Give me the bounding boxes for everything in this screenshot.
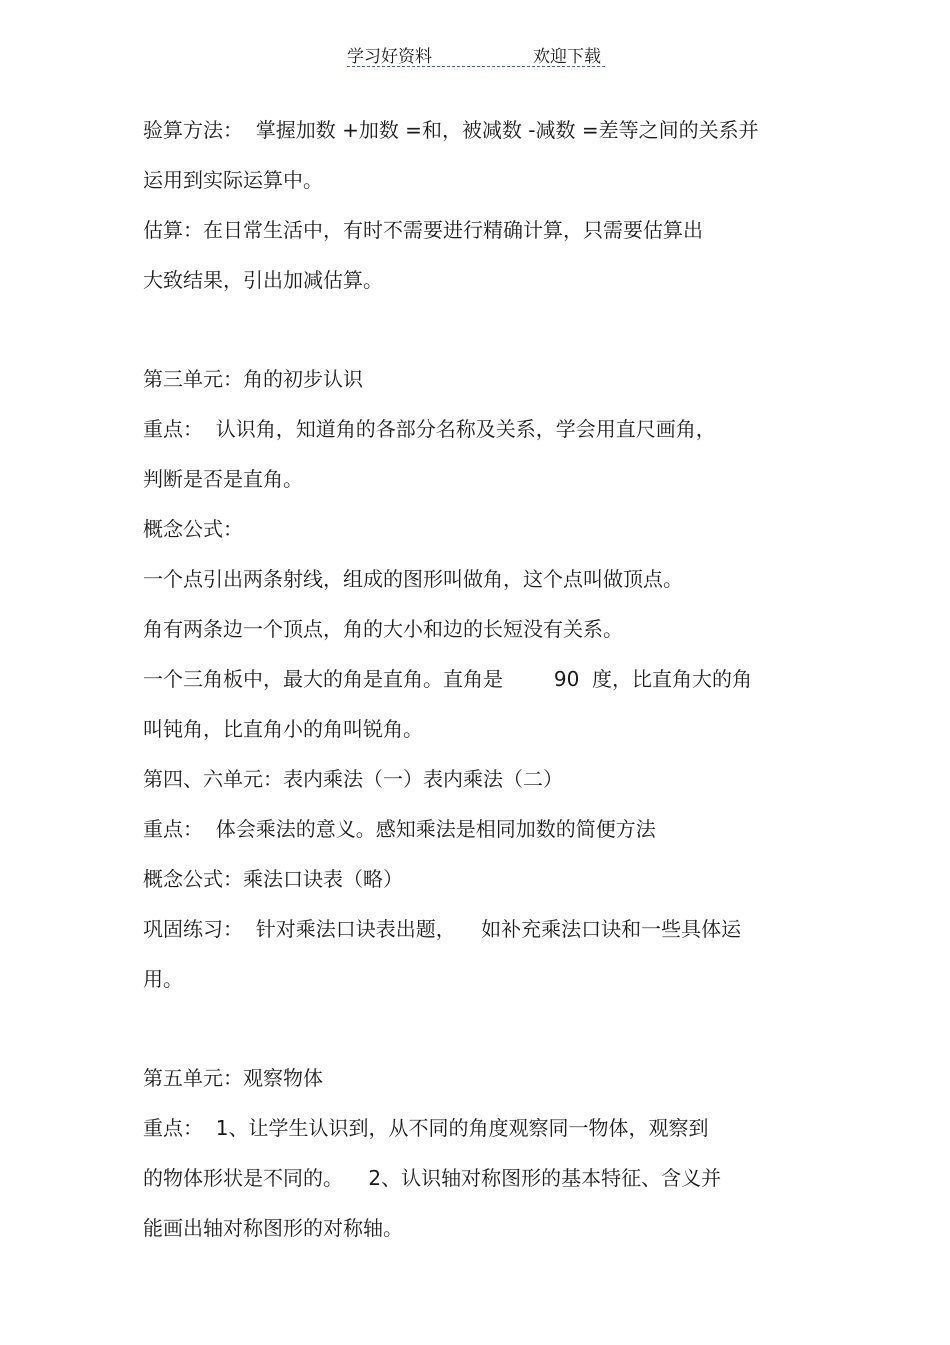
text-line: 的物体形状是不同的。 2、认识轴对称图形的基本特征、含义并	[143, 1166, 722, 1190]
section-heading: 第四、六单元：表内乘法（一）表内乘法（二）	[143, 767, 563, 791]
text-line: 重点： 认识角，知道角的各部分名称及关系，学会用直尺画角，	[143, 417, 716, 441]
text-line: 大致结果，引出加减估算。	[143, 268, 383, 292]
text-line: 判断是否是直角。	[143, 467, 303, 491]
header-left-text: 学习好资料	[347, 47, 432, 67]
text-line: 巩固练习： 针对乘法口诀表出题， 如补充乘法口诀和一些具体运	[143, 917, 742, 941]
text-line: 估算：在日常生活中，有时不需要进行精确计算，只需要估算出	[143, 218, 703, 242]
text-line: 重点： 1、让学生认识到，从不同的角度观察同一物体，观察到	[143, 1116, 709, 1140]
text-line: 运用到实际运算中。	[143, 168, 323, 192]
text-line: 一个三角板中，最大的角是直角。直角是 90 度，比直角大的角	[143, 667, 753, 691]
page-header	[347, 40, 605, 67]
text-line: 重点： 体会乘法的意义。感知乘法是相同加数的简便方法	[143, 817, 656, 841]
text-line: 概念公式：乘法口诀表（略）	[143, 867, 403, 891]
text-line: 概念公式：	[143, 517, 243, 541]
section-heading: 第五单元：观察物体	[143, 1066, 323, 1090]
text-line: 叫钝角，比直角小的角叫锐角。	[143, 717, 423, 741]
text-line: 角有两条边一个顶点，角的大小和边的长短没有关系。	[143, 617, 623, 641]
text-line: 能画出轴对称图形的对称轴。	[143, 1216, 403, 1240]
text-line: 验算方法： 掌握加数 +加数 =和，被减数 -减数 =差等之间的关系并	[143, 118, 759, 142]
text-line: 一个点引出两条射线，组成的图形叫做角，这个点叫做顶点。	[143, 567, 683, 591]
header-right-text: 欢迎下载	[533, 47, 601, 67]
text-line: 用。	[143, 967, 183, 991]
section-heading: 第三单元：角的初步认识	[143, 367, 363, 391]
